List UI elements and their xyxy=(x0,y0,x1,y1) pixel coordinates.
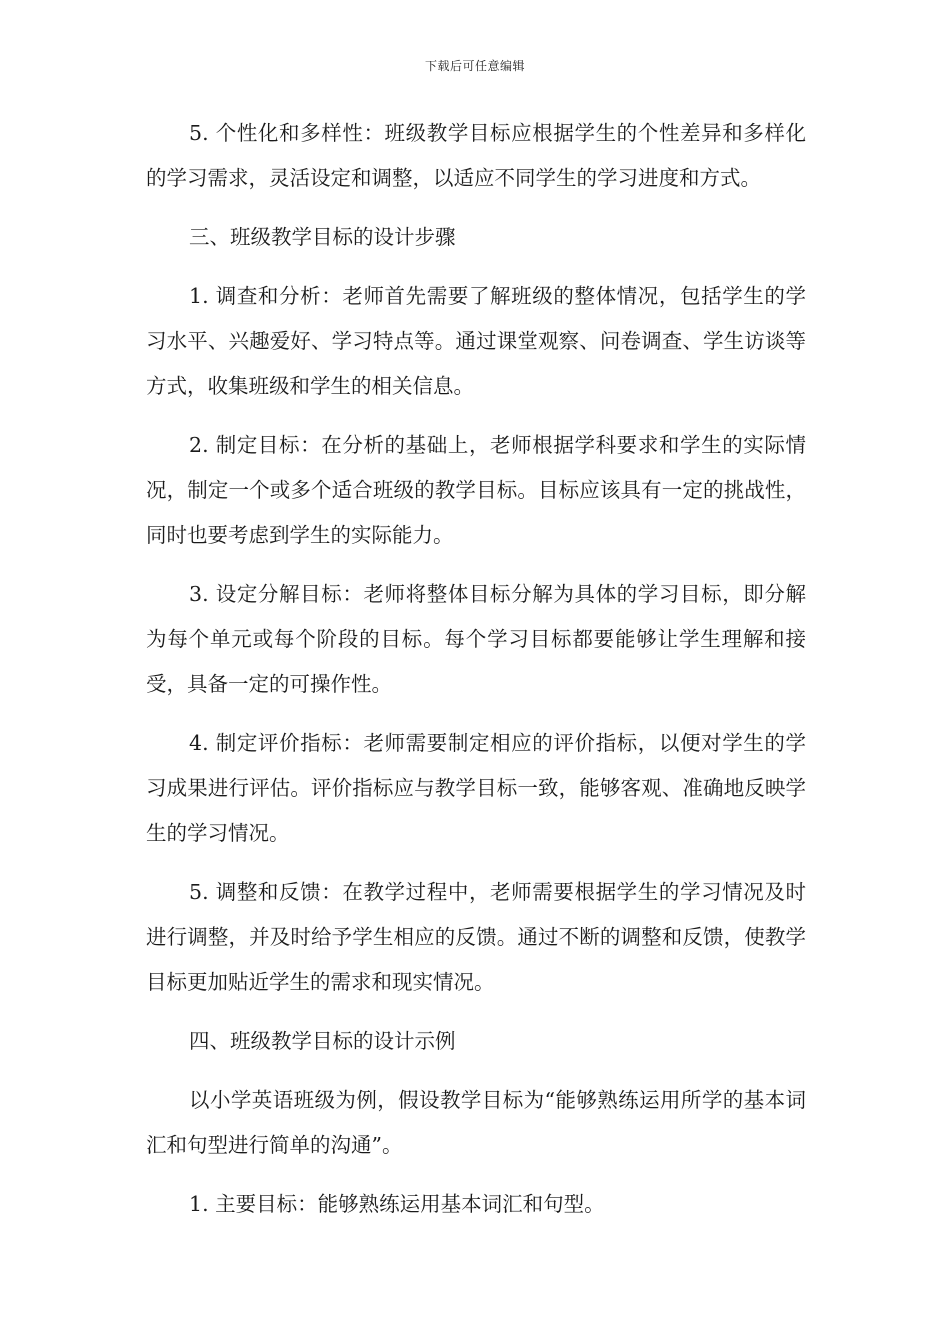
paragraph-example-main-goal: 1. 主要目标：能够熟练运用基本词汇和句型。 xyxy=(189,1192,605,1216)
paragraph-step-evaluation: 4. 制定评价指标：老师需要制定相应的评价指标，以便对学生的学习成果进行评估。评价指标应与教学目标一致，能够客观、准确地反映学生的学习情况。 xyxy=(146,731,806,845)
paragraph-step-survey: 1. 调查和分析：老师首先需要了解班级的整体情况，包括学生的学习水平、兴趣爱好、学习特点等。通过课堂观察、问卷调查、学生访谈等方式，收集班级和学生的相关信息。 xyxy=(146,284,806,398)
section-heading-design-steps: 三、班级教学目标的设计步骤 xyxy=(189,225,456,249)
document-body xyxy=(146,111,806,1241)
paragraph-example-intro: 以小学英语班级为例，假设教学目标为“能够熟练运用所学的基本词汇和句型进行简单的沟通”。 xyxy=(146,1088,806,1157)
paragraph-step-adjust: 5. 调整和反馈：在教学过程中，老师需要根据学生的学习情况及时进行调整，并及时给予学生相应的反馈。通过不断的调整和反馈，使教学目标更加贴近学生的需求和现实情况。 xyxy=(146,880,806,994)
paragraph-personalization: 5. 个性化和多样性：班级教学目标应根据学生的个性差异和多样化的学习需求，灵活设定和调整，以适应不同学生的学习进度和方式。 xyxy=(146,121,806,190)
page-header-note: 下载后可任意编辑 xyxy=(424,59,525,73)
paragraph-step-decompose: 3. 设定分解目标：老师将整体目标分解为具体的学习目标，即分解为每个单元或每个阶段的目标。每个学习目标都要能够让学生理解和接受，具备一定的可操作性。 xyxy=(146,582,806,696)
section-heading-design-example: 四、班级教学目标的设计示例 xyxy=(189,1029,456,1053)
paragraph-step-set-goals: 2. 制定目标：在分析的基础上，老师根据学科要求和学生的实际情况，制定一个或多个适合班级的教学目标。目标应该具有一定的挑战性，同时也要考虑到学生的实际能力。 xyxy=(146,433,806,547)
